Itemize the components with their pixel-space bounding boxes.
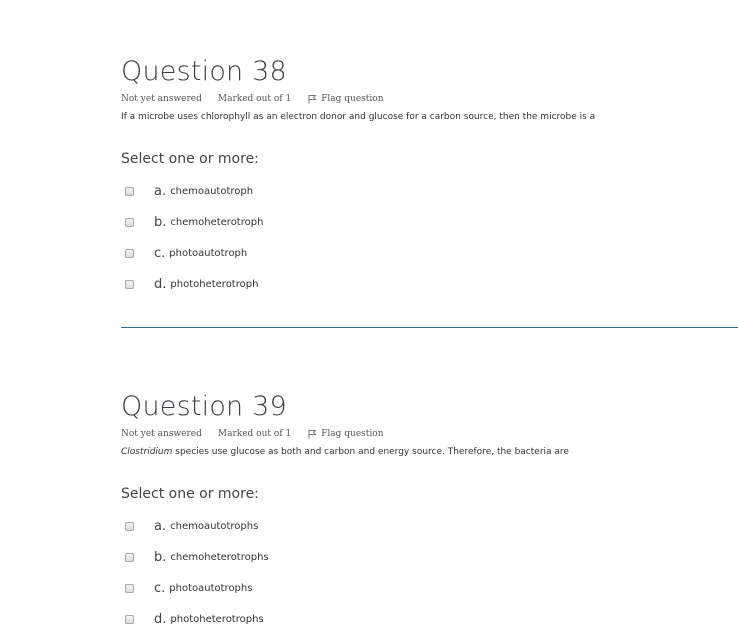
answer-letter: b.	[154, 215, 167, 230]
flag-icon	[307, 429, 317, 439]
question-text-italic: Clostridium	[121, 447, 173, 457]
answer-letter: c.	[154, 581, 166, 596]
answer-letter: a.	[154, 184, 167, 199]
question-38	[121, 50, 738, 300]
answer-option-b[interactable]	[121, 542, 738, 573]
answer-checkbox[interactable]	[125, 615, 134, 624]
flag-label: Flag question	[321, 429, 384, 439]
answer-letter: b.	[154, 550, 167, 565]
question-text: If a microbe uses chlorophyll as an electron donor and glucose for a carbon source, then the microbe is a	[121, 112, 596, 122]
question-title: Question 39	[121, 391, 287, 422]
answer-checkbox[interactable]	[125, 187, 134, 196]
answer-list	[121, 176, 738, 300]
answer-prompt: Select one or more:	[121, 486, 259, 502]
answer-label[interactable]: photoautotrophs	[169, 583, 253, 594]
question-marks: Marked out of 1	[217, 94, 292, 104]
flag-icon	[307, 94, 317, 104]
answer-checkbox[interactable]	[125, 522, 134, 531]
answer-checkbox[interactable]	[125, 249, 134, 258]
answer-option-a[interactable]	[121, 511, 738, 542]
answer-option-d[interactable]	[121, 604, 738, 635]
answer-checkbox[interactable]	[125, 218, 134, 227]
answer-label[interactable]: photoheterotrophs	[170, 614, 264, 625]
answer-label[interactable]: chemoheterotrophs	[170, 552, 269, 563]
question-status: Not yet answered	[121, 429, 202, 439]
flag-question-button[interactable]	[307, 427, 383, 441]
answer-option-b[interactable]	[121, 207, 738, 238]
question-status: Not yet answered	[121, 94, 202, 104]
answer-option-d[interactable]	[121, 269, 738, 300]
question-text	[121, 445, 738, 459]
question-divider	[121, 327, 738, 328]
answer-label[interactable]: photoheterotroph	[170, 279, 259, 290]
answer-label[interactable]: chemoautotroph	[170, 186, 254, 197]
answer-label[interactable]: chemoautotrophs	[170, 521, 259, 532]
answer-letter: a.	[154, 519, 167, 534]
question-39	[121, 385, 738, 635]
answer-checkbox[interactable]	[125, 280, 134, 289]
answer-option-c[interactable]	[121, 238, 738, 269]
answer-label[interactable]: photoautotroph	[169, 248, 248, 259]
question-text-rest: species use glucose as both and carbon and energy source. Therefore, the bacteria are	[172, 447, 569, 457]
question-info	[121, 427, 738, 441]
question-title: Question 38	[121, 56, 287, 87]
question-marks: Marked out of 1	[217, 429, 292, 439]
flag-question-button[interactable]	[307, 92, 383, 106]
answer-letter: d.	[154, 277, 167, 292]
answer-checkbox[interactable]	[125, 584, 134, 593]
answer-list	[121, 511, 738, 635]
answer-label[interactable]: chemoheterotroph	[170, 217, 264, 228]
answer-option-c[interactable]	[121, 573, 738, 604]
answer-letter: c.	[154, 246, 166, 261]
answer-checkbox[interactable]	[125, 553, 134, 562]
answer-option-a[interactable]	[121, 176, 738, 207]
flag-label: Flag question	[321, 94, 384, 104]
question-info	[121, 92, 738, 106]
answer-letter: d.	[154, 612, 167, 627]
answer-prompt: Select one or more:	[121, 151, 259, 167]
